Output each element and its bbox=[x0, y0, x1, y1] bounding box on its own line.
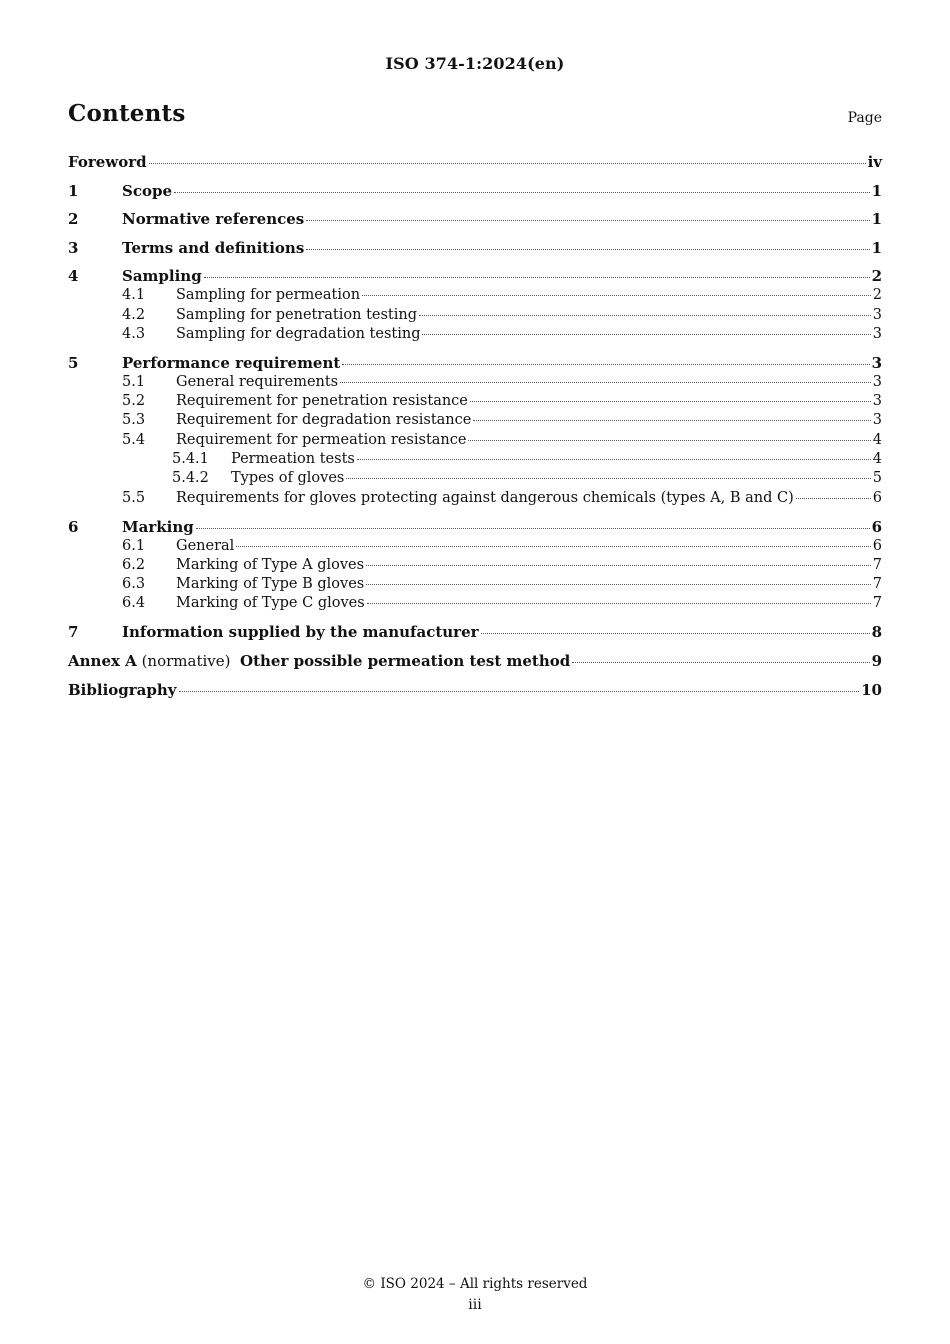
toc-entry[interactable] bbox=[68, 431, 882, 450]
toc-entry-number: 3 bbox=[68, 238, 79, 257]
toc-entry[interactable] bbox=[68, 517, 882, 537]
toc-dot-leader bbox=[179, 691, 860, 692]
toc-entry[interactable] bbox=[68, 489, 882, 508]
toc-entry-number: 5.4.1 bbox=[172, 451, 209, 468]
toc-dot-leader bbox=[366, 565, 871, 566]
toc-entry-title: Marking bbox=[122, 517, 194, 536]
annex-type: (normative) bbox=[136, 651, 241, 670]
toc-entry-title: Requirement for degradation resistance bbox=[176, 412, 472, 429]
toc-dot-leader bbox=[346, 478, 870, 479]
toc-entry-title: Requirement for permeation resistance bbox=[176, 431, 467, 448]
toc-entry-page: 4 bbox=[872, 431, 882, 448]
toc-entry[interactable] bbox=[68, 594, 882, 613]
toc-entry-page: 4 bbox=[872, 451, 882, 468]
toc-dot-leader bbox=[419, 315, 871, 316]
toc-entry-number: 5 bbox=[68, 353, 79, 372]
toc-entry-number: 5.3 bbox=[122, 412, 146, 429]
toc-entry-page: iv bbox=[867, 153, 882, 171]
toc-entry[interactable] bbox=[68, 152, 882, 172]
toc-entry-page: 3 bbox=[871, 353, 882, 372]
toc-entry[interactable] bbox=[68, 680, 882, 700]
contents-title: Contents bbox=[68, 100, 186, 127]
toc-entry-title: Information supplied by the manufacturer bbox=[122, 623, 479, 642]
toc-entry[interactable] bbox=[68, 266, 882, 286]
toc-entry-page: 3 bbox=[872, 412, 882, 429]
toc-entry[interactable] bbox=[68, 411, 882, 430]
toc-entry-number: 6 bbox=[68, 517, 79, 536]
table-of-contents bbox=[68, 152, 882, 700]
toc-dot-leader bbox=[572, 662, 869, 663]
toc-dot-leader bbox=[357, 459, 871, 460]
toc-entry-page: 8 bbox=[871, 623, 882, 642]
toc-entry-number: 6.3 bbox=[122, 576, 146, 593]
toc-dot-leader bbox=[367, 603, 871, 604]
toc-entry-page: 2 bbox=[871, 267, 882, 286]
toc-entry-title: Requirements for gloves protecting against dangerous chemicals (types A, B and C) bbox=[176, 489, 794, 506]
toc-entry-title: Sampling for permeation bbox=[176, 287, 361, 304]
toc-dot-leader bbox=[422, 334, 870, 335]
toc-dot-leader bbox=[468, 440, 870, 441]
toc-entry-title: General bbox=[176, 537, 235, 554]
toc-entry-page: 3 bbox=[872, 306, 882, 323]
page-column-label: Page bbox=[847, 110, 882, 126]
toc-dot-leader bbox=[204, 277, 870, 278]
toc-entry[interactable] bbox=[68, 622, 882, 642]
toc-entry-title: Sampling for penetration testing bbox=[176, 306, 418, 323]
toc-dot-leader bbox=[236, 546, 870, 547]
toc-entry-number: 4.3 bbox=[122, 325, 146, 342]
toc-entry-title: Marking of Type C gloves bbox=[176, 595, 365, 612]
annex-label: Annex A bbox=[68, 651, 137, 670]
toc-entry-page: 1 bbox=[871, 238, 882, 257]
toc-entry-title: Types of gloves bbox=[231, 470, 345, 487]
toc-entry-page: 7 bbox=[872, 556, 882, 573]
toc-entry-number: 2 bbox=[68, 210, 79, 229]
toc-entry-number: 6.1 bbox=[122, 537, 146, 554]
toc-entry-number: 5.4.2 bbox=[172, 470, 209, 487]
toc-entry-page: 3 bbox=[872, 325, 882, 342]
toc-entry-title: Sampling for degradation testing bbox=[176, 325, 421, 342]
toc-entry-title: Terms and definitions bbox=[122, 238, 305, 257]
toc-entry[interactable] bbox=[68, 392, 882, 411]
toc-entry-title: Normative references bbox=[122, 210, 305, 229]
toc-entry-page: 3 bbox=[872, 373, 882, 390]
toc-entry-page: 3 bbox=[872, 393, 882, 410]
toc-entry-page: 6 bbox=[872, 489, 882, 506]
toc-entry-page: 1 bbox=[871, 210, 882, 229]
toc-entry-number: 5.5 bbox=[122, 489, 146, 506]
toc-entry-number: 5.1 bbox=[122, 373, 146, 390]
toc-entry-annex[interactable] bbox=[68, 651, 882, 671]
toc-entry[interactable] bbox=[68, 575, 882, 594]
toc-entry[interactable] bbox=[68, 209, 882, 229]
toc-entry[interactable] bbox=[68, 238, 882, 258]
toc-entry-title: Foreword bbox=[68, 153, 147, 171]
toc-entry[interactable] bbox=[68, 353, 882, 373]
toc-dot-leader bbox=[470, 401, 871, 402]
toc-entry-title: Marking of Type A gloves bbox=[176, 556, 365, 573]
toc-dot-leader bbox=[366, 584, 871, 585]
toc-dot-leader bbox=[340, 382, 871, 383]
toc-entry[interactable] bbox=[68, 373, 882, 392]
toc-entry-title: Marking of Type B gloves bbox=[176, 576, 365, 593]
toc-entry[interactable] bbox=[68, 306, 882, 325]
annex-title: Other possible permeation test method bbox=[240, 651, 571, 670]
toc-entry-title: Performance requirement bbox=[122, 353, 341, 372]
toc-entry-page: 5 bbox=[872, 470, 882, 487]
toc-dot-leader bbox=[174, 192, 870, 193]
copyright-footer: © ISO 2024 – All rights reserved bbox=[362, 1276, 588, 1292]
toc-entry-title: Sampling bbox=[122, 267, 202, 286]
toc-entry[interactable] bbox=[68, 469, 882, 488]
toc-entry[interactable] bbox=[68, 286, 882, 305]
toc-entry-number: 4.1 bbox=[122, 287, 146, 304]
toc-dot-leader bbox=[342, 364, 869, 365]
toc-entry-title: Bibliography bbox=[68, 680, 177, 699]
toc-entry-page: 6 bbox=[871, 517, 882, 536]
toc-entry-number: 5.4 bbox=[122, 431, 146, 448]
toc-entry[interactable] bbox=[68, 450, 882, 469]
toc-entry[interactable] bbox=[68, 325, 882, 344]
toc-entry-number: 7 bbox=[68, 623, 79, 642]
toc-entry-page: 9 bbox=[871, 651, 882, 670]
toc-entry-number: 4 bbox=[68, 267, 79, 286]
toc-entry-number: 6.4 bbox=[122, 595, 146, 612]
toc-dot-leader bbox=[362, 295, 871, 296]
toc-entry-number: 1 bbox=[68, 181, 79, 200]
toc-entry-title: Scope bbox=[122, 181, 173, 200]
toc-entry-page: 1 bbox=[871, 181, 882, 200]
toc-entry-title: General requirements bbox=[176, 373, 339, 390]
toc-dot-leader bbox=[306, 249, 869, 250]
toc-entry-page: 6 bbox=[872, 537, 882, 554]
toc-entry-number: 4.2 bbox=[122, 306, 146, 323]
toc-dot-leader bbox=[796, 498, 871, 499]
toc-entry-number: 5.2 bbox=[122, 393, 146, 410]
toc-entry-page: 10 bbox=[861, 680, 882, 699]
toc-entry-title: Requirement for penetration resistance bbox=[176, 393, 468, 410]
toc-dot-leader bbox=[149, 163, 866, 164]
toc-dot-leader bbox=[481, 633, 870, 634]
toc-entry[interactable] bbox=[68, 556, 882, 575]
page-number: iii bbox=[468, 1297, 482, 1313]
toc-entry[interactable] bbox=[68, 537, 882, 556]
toc-entry-title: Permeation tests bbox=[231, 451, 355, 468]
toc-entry-page: 2 bbox=[872, 287, 882, 304]
toc-dot-leader bbox=[196, 528, 870, 529]
toc-entry-number: 6.2 bbox=[122, 556, 146, 573]
toc-dot-leader bbox=[473, 420, 870, 421]
toc-entry-page: 7 bbox=[872, 576, 882, 593]
document-id-header: ISO 374-1:2024(en) bbox=[385, 54, 565, 73]
toc-entry-page: 7 bbox=[872, 595, 882, 612]
toc-entry[interactable] bbox=[68, 181, 882, 201]
toc-dot-leader bbox=[306, 220, 869, 221]
toc-entry-title bbox=[68, 651, 570, 671]
